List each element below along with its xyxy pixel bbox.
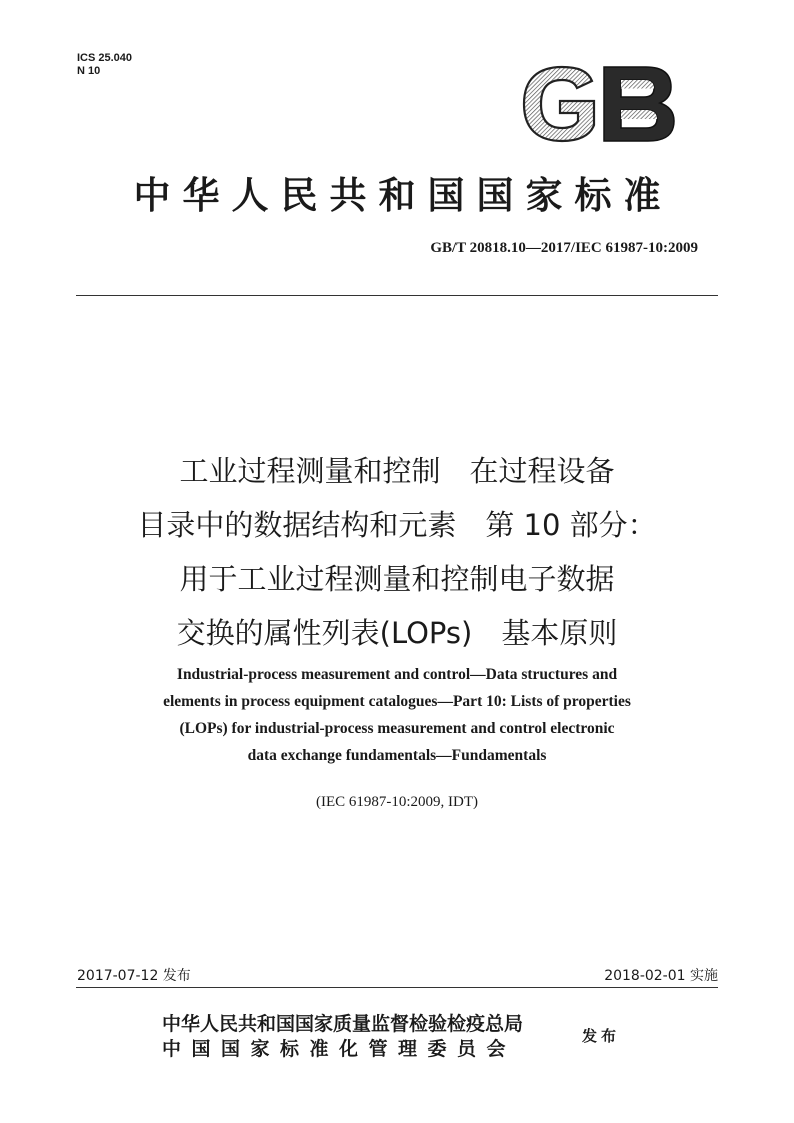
english-title-line-1: Industrial-process measurement and control—Data structures and	[176, 666, 618, 683]
chinese-title-line-4: 交换的属性列表(LOPs) 基本原则	[176, 616, 618, 650]
chinese-title-line-2: 目录中的数据结构和元素 第 10 部分：	[137, 508, 657, 542]
classification-codes	[77, 52, 132, 78]
english-title-line-3: (LOPs) for industrial-process measurement and control electronic	[179, 720, 615, 737]
issue-date: 2017-07-12 发布	[77, 968, 191, 984]
issuing-authorities	[162, 1012, 523, 1062]
english-title-line-4: data exchange fundamentals—Fundamentals	[247, 747, 547, 764]
national-standard-title: 中华人民共和国国家标准	[133, 173, 673, 217]
ics-code: ICS 25.040	[77, 52, 133, 64]
implementation-date: 2018-02-01 实施	[604, 968, 718, 984]
ccs-code: N 10	[77, 65, 101, 77]
english-title	[0, 661, 794, 769]
gb-logo	[518, 63, 676, 145]
top-divider	[76, 295, 718, 296]
bottom-divider	[76, 987, 718, 988]
english-title-line-2: elements in process equipment catalogues—Part 10: Lists of properties	[163, 693, 631, 710]
chinese-title-line-3: 用于工业过程测量和控制电子数据	[179, 562, 615, 596]
equivalence-note: (IEC 61987-10:2009, IDT)	[315, 794, 479, 810]
standard-number: GB/T 20818.10—2017/IEC 61987-10:2009	[430, 240, 698, 256]
chinese-title	[0, 444, 794, 660]
chinese-title-line-1: 工业过程测量和控制 在过程设备	[179, 454, 615, 488]
issuer-line-1: 中华人民共和国国家质量监督检验检疫总局	[162, 1013, 524, 1035]
issuer-line-2: 中国国家标准化管理委员会	[162, 1038, 517, 1060]
publish-label: 发布	[582, 1027, 621, 1045]
